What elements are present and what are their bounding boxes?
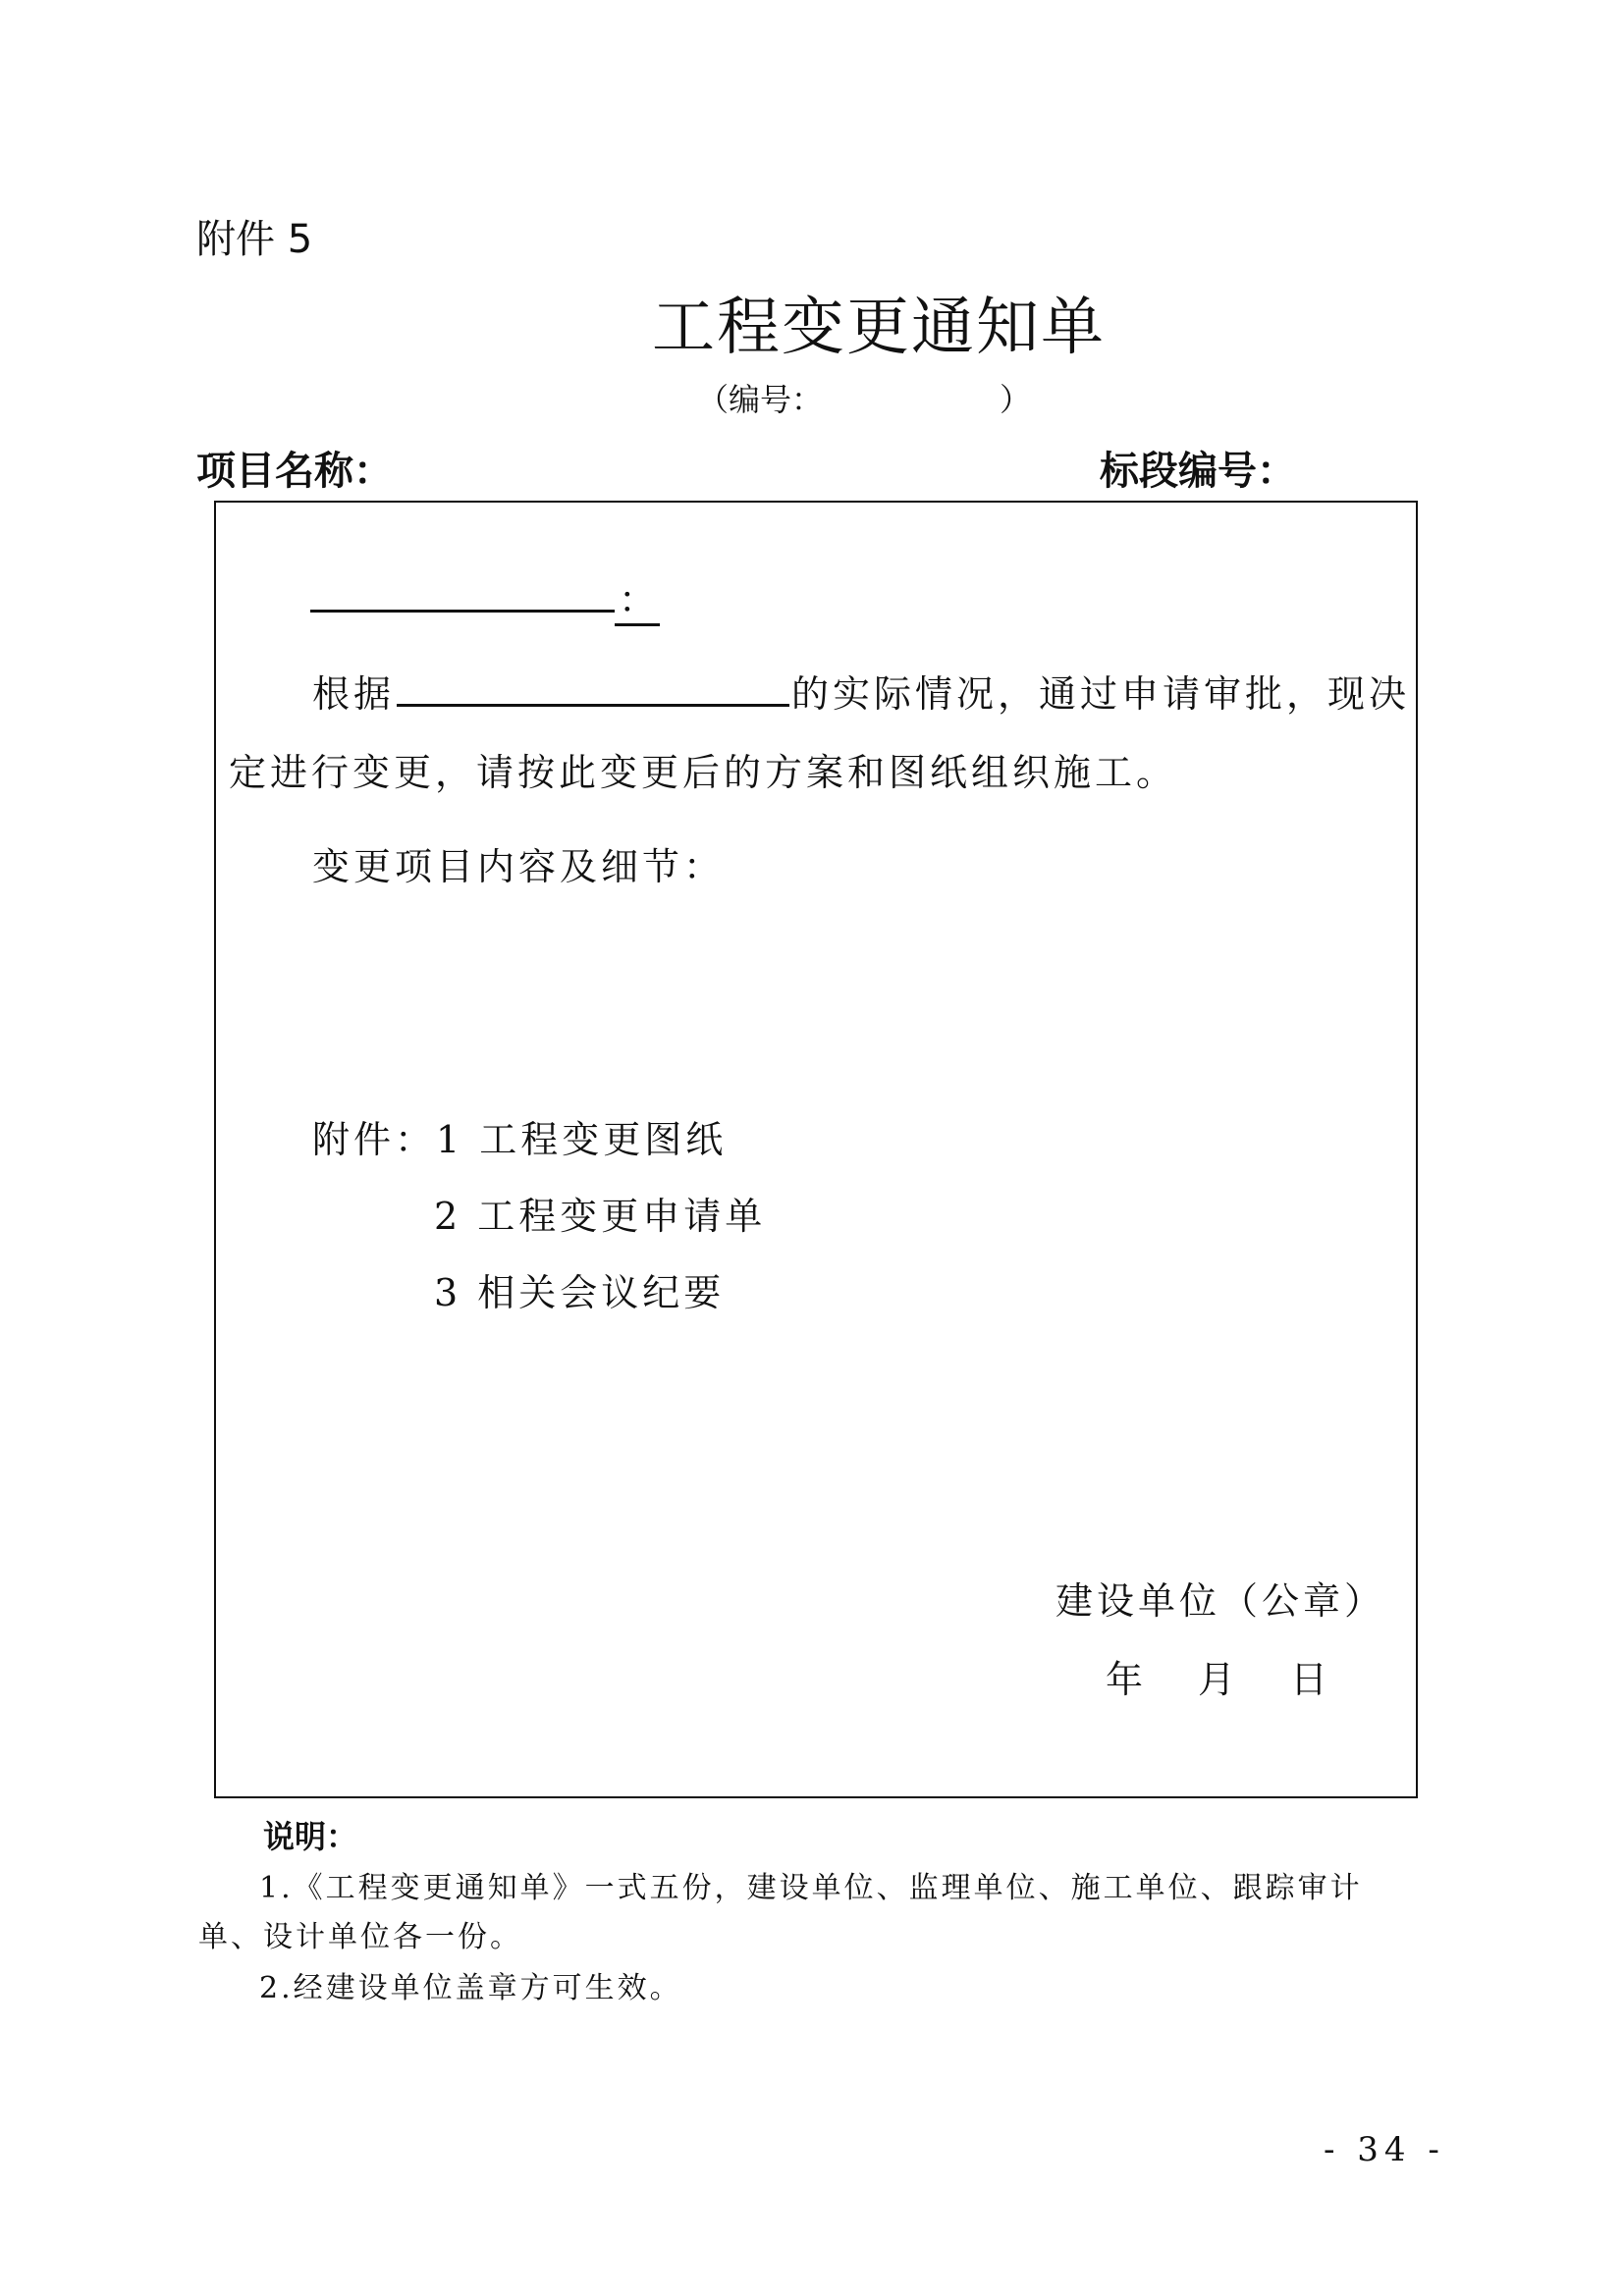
attachment-item: 1 工程变更图纸 — [436, 1118, 728, 1161]
note-2: 2.经建设单位盖章方可生效。 — [259, 1971, 682, 2005]
notes-title: 说明： — [263, 1818, 358, 1855]
page-number: - 34 - — [1324, 2130, 1445, 2169]
date-year: 年 — [1106, 1658, 1148, 1701]
note-1-line-1: 1.《工程变更通知单》一式五份，建设单位、监理单位、施工单位、跟踪审计 — [259, 1871, 1363, 1905]
seal-label: 建设单位（公章） — [1056, 1579, 1386, 1623]
attachment-item: 3 相关会议纪要 — [434, 1271, 726, 1314]
basis-prefix: 根据 — [312, 672, 396, 716]
date-line — [1106, 1649, 1331, 1703]
section-number-label: 标段编号： — [1100, 449, 1296, 494]
addressee-line — [310, 569, 660, 626]
document-number-prefix: （编号： — [697, 381, 824, 418]
basis-suffix: 的实际情况，通过申请审批，现决 — [791, 672, 1411, 716]
date-month: 月 — [1198, 1658, 1240, 1701]
addressee-colon: ： — [615, 569, 660, 626]
addressee-blank[interactable] — [310, 576, 615, 613]
attachment-item: 2 工程变更申请单 — [434, 1195, 767, 1238]
document-number — [697, 375, 1031, 420]
decision-line: 定进行变更，请按此变更后的方案和图纸组织施工。 — [229, 751, 1178, 794]
project-name-label: 项目名称： — [196, 449, 393, 494]
attachment-label: 附件 5 — [196, 217, 313, 262]
document-number-suffix: ） — [1000, 381, 1032, 418]
attachments-line — [312, 1109, 727, 1163]
basis-line — [312, 664, 1410, 718]
note-1-line-2: 单、设计单位各一份。 — [198, 1920, 522, 1954]
basis-blank[interactable] — [397, 670, 789, 707]
document-title: 工程变更通知单 — [652, 292, 1106, 364]
change-details-label: 变更项目内容及细节： — [312, 845, 726, 888]
date-day: 日 — [1290, 1658, 1332, 1701]
attachments-label: 附件： — [312, 1118, 437, 1161]
